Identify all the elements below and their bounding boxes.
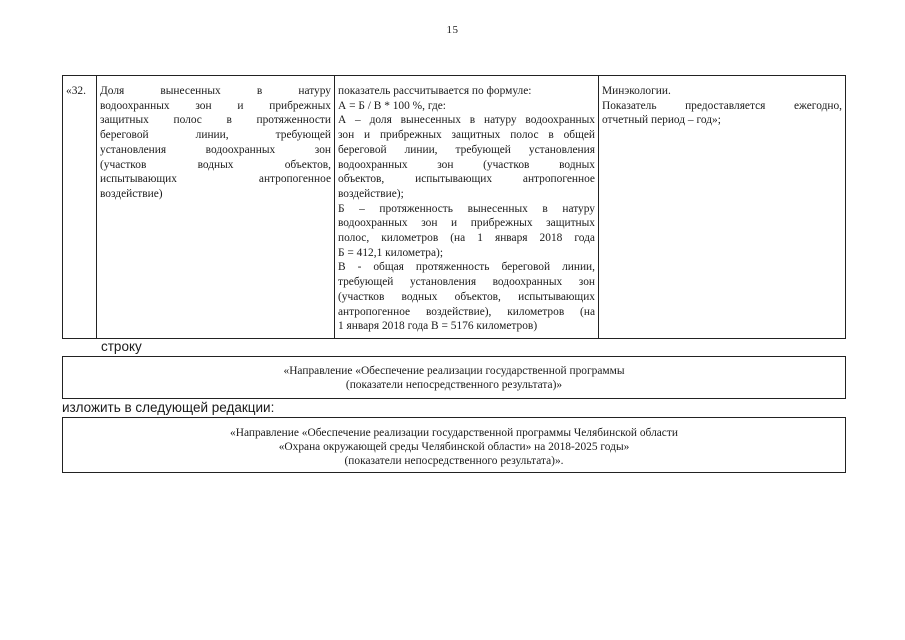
new-direction-line: (показатели непосредственного результата)». [344, 455, 564, 468]
formula-line: воздействие); [338, 187, 404, 200]
indicator-name-line: (участков водных объектов, [100, 158, 331, 171]
formula-line: В - общая протяженность береговой линии, [338, 261, 595, 274]
formula-line: береговой линии, требующей установления [338, 143, 595, 156]
formula-line: (участков водных объектов, испытывающих [338, 290, 595, 303]
indicator-name-line: испытывающих антропогенное [100, 173, 331, 186]
formula-line: А – доля вынесенных в натуру водоохранных [338, 114, 595, 127]
old-direction-line: «Направление «Обеспечение реализации государственной программы [283, 365, 625, 377]
row-number-cell [63, 76, 97, 339]
formula-line: 1 января 2018 года В = 5176 километров) [338, 320, 538, 333]
responsible-line: отчетный период – год»; [602, 114, 721, 127]
indicator-name-line: установления водоохранных зон [100, 143, 331, 156]
old-direction-box [62, 356, 846, 399]
indicator-name-line: водоохранных зон и прибрежных [100, 99, 331, 112]
formula-line: показатель рассчитывается по формуле: [338, 85, 532, 97]
indicator-table-row [62, 75, 846, 339]
formula-line: водоохранных зон и прибрежных защитных [338, 217, 595, 230]
new-direction-line: «Направление «Обеспечение реализации государственной программы Челябинской области [230, 427, 678, 439]
formula-line: объектов, испытывающих антропогенное [338, 173, 595, 186]
formula-line: антропогенное воздействие), километров (на [338, 305, 595, 318]
formula-line: зон и прибрежных защитных полос в общей [338, 129, 595, 142]
new-direction-box [62, 417, 846, 473]
new-direction-line: «Охрана окружающей среды Челябинской области» на 2018-2025 годы» [278, 441, 630, 454]
label-izlozhit: изложить в следующей редакции: [62, 400, 275, 415]
indicator-name-line: воздействие) [100, 187, 163, 200]
formula-line: Б – протяженность вынесенных в натуру [338, 202, 595, 215]
indicator-name-line: Доля вынесенных в натуру [100, 85, 331, 97]
responsible-cell [599, 76, 846, 339]
formula-line: водоохранных зон (участков водных [338, 158, 595, 171]
table-row [63, 76, 846, 339]
indicator-name-cell [97, 76, 335, 339]
row-number: «32. [66, 85, 86, 97]
indicator-name-line: защитных полос в протяженности [100, 114, 331, 127]
responsible-line: Показатель предоставляется ежегодно, [602, 99, 842, 112]
page-number: 15 [446, 24, 459, 36]
formula-line: требующей установления водоохранных зон [338, 276, 595, 289]
label-stroku: строку [101, 339, 142, 354]
responsible-line: Минэкологии. [602, 85, 671, 97]
formula-cell [335, 76, 599, 339]
formula-line: А = Б / В * 100 %, где: [338, 99, 446, 112]
indicator-name-line: береговой линии, требующей [100, 129, 331, 142]
formula-line: Б = 412,1 километра); [338, 246, 444, 259]
old-direction-line: (показатели непосредственного результата)» [345, 379, 563, 392]
formula-line: полос, километров (на 1 января 2018 года [338, 232, 595, 245]
